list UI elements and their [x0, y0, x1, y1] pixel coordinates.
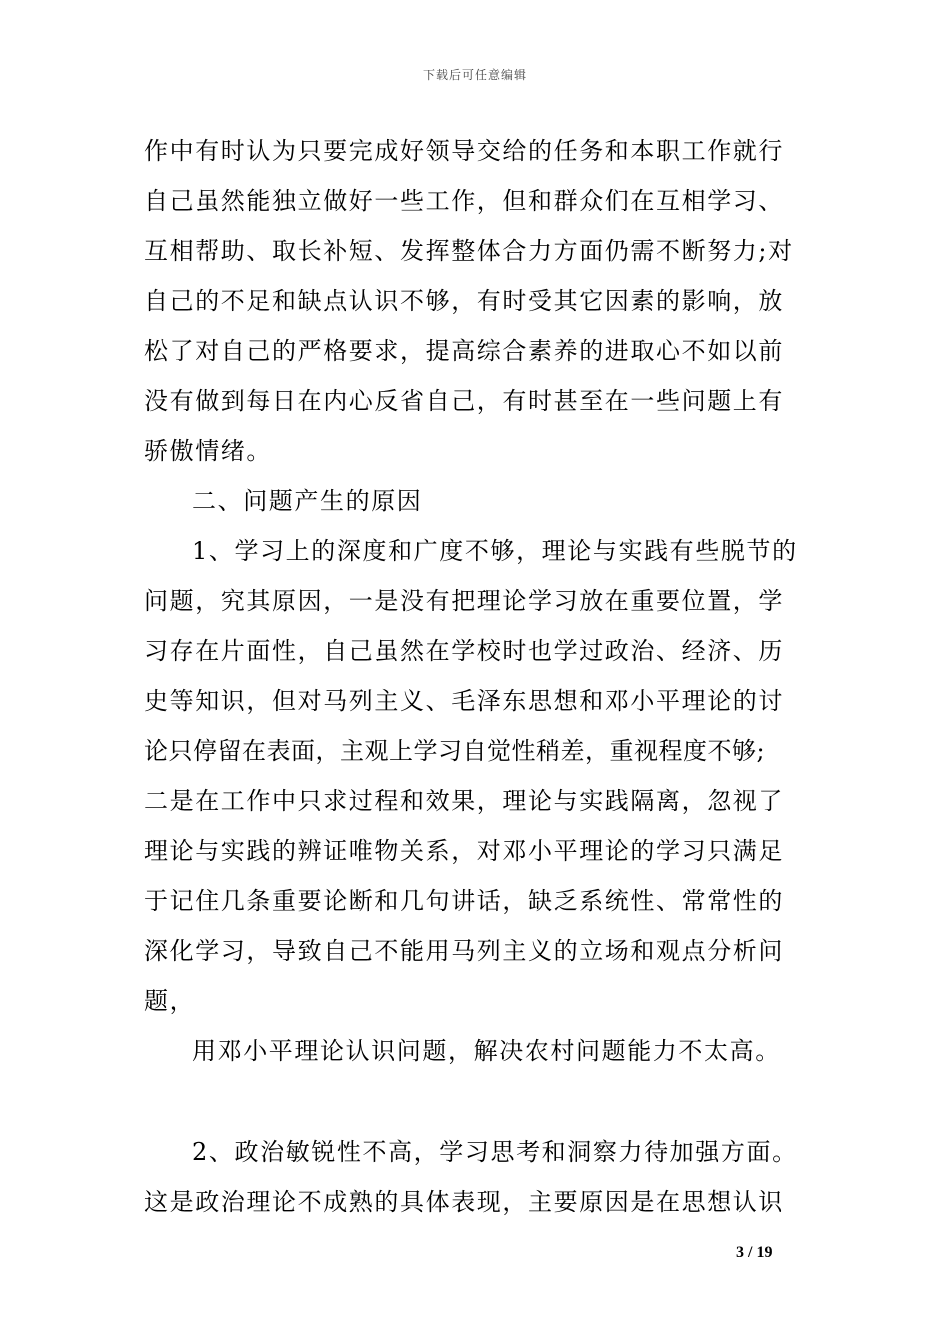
section-heading: 二、问题产生的原因 [192, 487, 423, 515]
body-line: 习存在片面性，自己虽然在学校时也学过政治、经济、历 [144, 637, 784, 665]
body-line: 二是在工作中只求过程和效果，理论与实践隔离，忽视了 [144, 787, 784, 815]
body-line: 自己虽然能独立做好一些工作，但和群众们在互相学习、 [144, 187, 784, 215]
body-line: 用邓小平理论认识问题，解决农村问题能力不太高。 [192, 1037, 781, 1065]
body-line: 问题，究其原因，一是没有把理论学习放在重要位置，学 [144, 587, 784, 615]
body-line: 史等知识，但对马列主义、毛泽东思想和邓小平理论的讨 [144, 687, 784, 715]
body-line: 互相帮助、取长补短、发挥整体合力方面仍需不断努力;对 [144, 237, 794, 265]
body-line: 2、政治敏锐性不高，学习思考和洞察力待加强方面。 [192, 1138, 798, 1166]
body-line: 论只停留在表面，主观上学习自觉性稍差，重视程度不够; [144, 737, 766, 765]
body-line: 于记住几条重要论断和几句讲话，缺乏系统性、常常性的 [144, 887, 784, 915]
body-line: 题， [144, 987, 196, 1015]
document-body [144, 126, 808, 1227]
page-number: 3 / 19 [736, 1244, 773, 1261]
body-line: 自己的不足和缺点认识不够，有时受其它因素的影响，放 [144, 287, 784, 315]
body-line: 理论与实践的辨证唯物关系，对邓小平理论的学习只满足 [144, 837, 784, 865]
body-line: 作中有时认为只要完成好领导交给的任务和本职工作就行 [144, 137, 784, 165]
body-line: 这是政治理论不成熟的具体表现，主要原因是在思想认识 [144, 1188, 784, 1216]
page-header: 下载后可任意编辑 [422, 68, 527, 82]
body-line: 松了对自己的严格要求，提高综合素养的进取心不如以前 [144, 337, 784, 365]
paragraph-spacer [144, 1076, 808, 1127]
body-line: 没有做到每日在内心反省自己，有时甚至在一些问题上有 [144, 387, 784, 415]
body-line: 深化学习，导致自己不能用马列主义的立场和观点分析问 [144, 937, 784, 965]
body-line: 骄傲情绪。 [144, 437, 272, 465]
body-line: 1、学习上的深度和广度不够，理论与实践有些脱节的 [192, 537, 798, 565]
